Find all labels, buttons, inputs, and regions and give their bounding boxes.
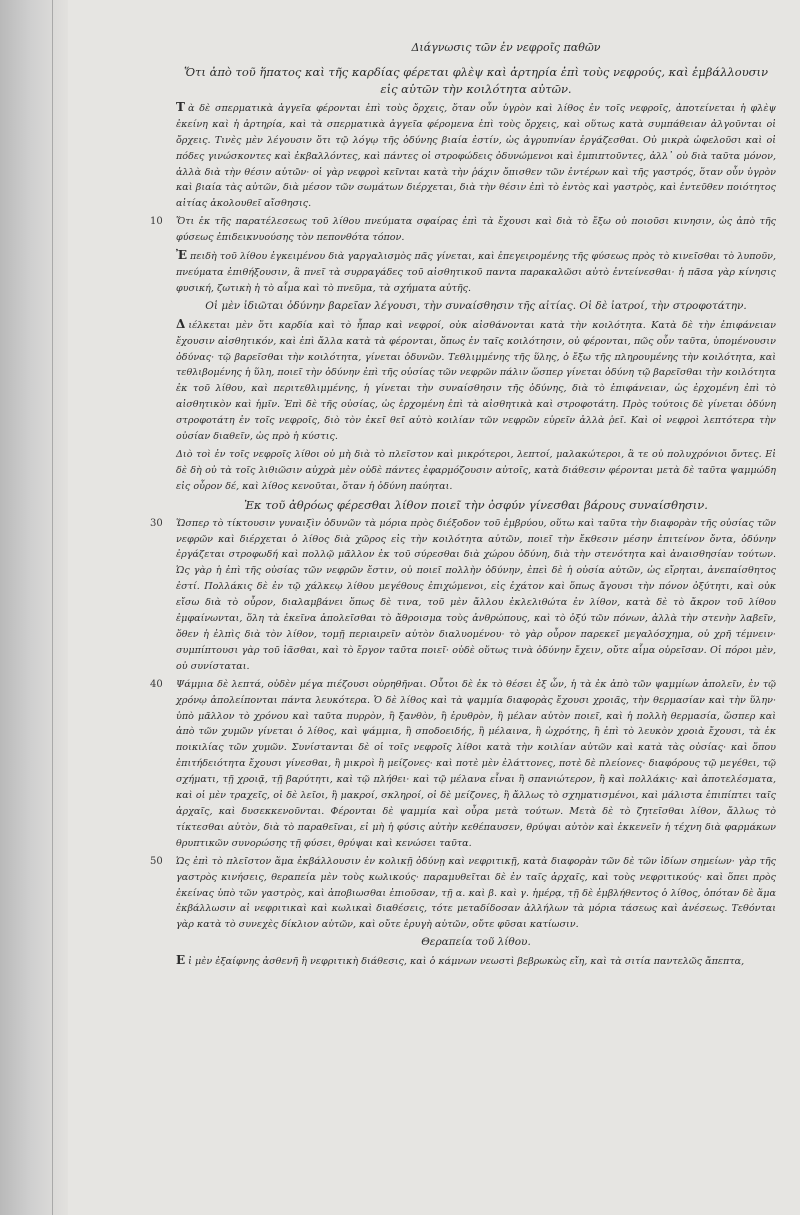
paragraph xyxy=(176,953,776,970)
page-gutter-shadow xyxy=(0,0,68,1215)
section-heading: Ὅτι ἀπὸ τοῦ ἥπατος καὶ τῆς καρδίας φέρεται φλὲψ καὶ ἀρτηρία ἐπὶ τοὺς νεφρούς, καὶ ἐμβάλλουσιν εἰς αὐτῶν τὴν κοιλότητα αὐτῶν. xyxy=(183,64,769,96)
paragraph xyxy=(176,447,776,495)
paragraph xyxy=(176,516,776,675)
paragraph xyxy=(176,100,776,212)
paragraph-text: πειδὴ τοῦ λίθου ἐγκειμένου διὰ γαργαλισμὸς πᾶς γίνεται, καὶ ἐπεγειρομένης τῆς φύσεως πρὸς τὸ κινεῖσθαι τὸ λυποῦν, πνεύματα ἐπιθήξουσιν, ἃ πνεῖ τὰ συρραγάδες τοῦ αἰσθητικοῦ παντα παρακαλῶσι αὐτὸ ἐντείνεσθαι· ἡ πᾶσα γὰρ κίνησις φυσική, ζωτικὴ ἡ τὸ αἷμα καὶ τὸ πνεῦμα, τὰ σχήματα αὐτῆς. xyxy=(176,251,776,294)
paragraph-text: Ὥσπερ τὸ τίκτουσιν γυναιξὶν ὀδυνῶν τὰ μόρια πρὸς διέξοδον τοῦ ἐμβρύου, οὕτω καὶ ταῦτα τὴν διαφορὰν τῆς οὐσίας τῶν νεφρῶν καὶ διέρχεται ὁ λίθος διὰ χῶρος εἰς τὴν κοιλότητα αὐτῶν, ποιεῖ τὴν ἔκθεσιν μέσην ἐπιτείνον ὄντα, ὀδύνην ἐργάζεται στροφωδή καὶ πολλῷ μᾶλλον ἐκ τοῦ σύρεσθαι διὰ χώρου ὀδύνη, διὰ τὴν στενότητα καὶ ἀναισθησίαν τούτων. Ὡς γὰρ ἡ ἐπὶ τῆς οὐσίας τῶν νεφρῶν ἔστιν, οὐ ποιεῖ πολλὴν ὀδύνην, ἐπεὶ δὲ ἡ οὐσία αὐτῶν, ὡς εἴρηται, ἀνεπαίσθητος ἐστί. Πολλάκις δὲ ἐν τῷ χάλκεῳ λίθου μεγέθους ἐπιχώμενοι, εἰς ἐχάτον καὶ ὅπως ἄγουσι τὴν πόνον ὀξύτητι, καὶ οὐκ εἴσω διὰ τὸ οὖρον, διαλαμβάνει ὅπως δὲ τινα, τοῦ μὲν ἄλλου ἐκλελιθώτα ἐν λίθον, κατὰ δὲ τὸ ἄκρον τοῦ λίθου ἐμφαίνωνται, ὅλη τὰ ἐκεῖνα ἀπολεῖσθαι τὸ ἄθροισμα τοὺς ἀνθρώπους, καὶ τὸ ὀξύ τῶν πόνων, ἀλλὰ τὴν στενὴν λαβεῖν, ὅθεν ἡ ἐλπὶς διὰ τὸν λίθον, τομῇ περιαιρεῖν αὐτὸν διαλυομένου· τὸ γὰρ οὖρον παρεκεῖ μεγαλόσχημα, οὐ χρῆ τέμνειν· συμπίπτουσι γὰρ τοῦ ἰᾶσθαι, καὶ τὸ ἔργον ταῦτα ποιεῖ· οὐδὲ οὕτως τινὰ ὀδύνην ἔχειν, οὔτε αἷμα οὐρεῖσαν. Οἱ πόροι μὲν, οὐ συνίσταται. xyxy=(176,517,776,672)
initial-letter: Ἐ xyxy=(176,248,188,263)
paragraph xyxy=(176,317,776,445)
paragraph-text: Ὡς ἐπὶ τὸ πλεῖστον ἅμα ἐκβάλλουσιν ἐν κολικῇ ὀδύνῃ καὶ νεφριτικῇ, κατὰ διαφορὰν τῶν δὲ τῶν ἰδίων σημείων· γὰρ τῆς γαστρὸς κινήσεις, θεραπεία μὲν τοὺς κωλικούς· παραμυθεῖται δὲ ἐν ταῖς ἀρχαῖς, καὶ τοὺς νεφριτικούς· καὶ ὅπει πρὸς ἐκείνας ὑπὸ τῶν γαστρὸς, καὶ ἀποβιωσθαι ἐπιοῦσαν, τῇ α. καὶ β. καὶ γ. ἡμέρᾳ, τῇ δὲ ἐμβλήθεντος ὁ λίθος, ὁπόταν δὲ ἅμα ἐκβάλλωσιν αἱ νεφριτικαὶ καὶ κωλικαὶ διαθέσεις, τότε μεταδίδοσαν ἀλλήλων τὰ μόρια τάσεως καὶ ἀνέσεως. Τεθόνται γὰρ κατὰ τὸ συνεχὲς δίκλιον αὐτῶν, καὶ οὔτε ἐρυγὴ αὐτῶν, οὔτε φῦσαι κατίωσιν. xyxy=(176,855,776,931)
paragraph xyxy=(176,677,776,852)
initial-letter: Ε xyxy=(176,953,186,968)
line-number: 30 xyxy=(150,518,163,529)
section-heading: Ἐκ τοῦ ἀθρόως φέρεσθαι λίθον ποιεῖ τὴν ὀσφύν γίνεσθαι βάρους συναίσθησιν. xyxy=(244,497,708,512)
paragraph xyxy=(176,214,776,246)
running-head: Διάγνωσις τῶν ἐν νεφροῖς παθῶν xyxy=(411,41,601,54)
section-subheading: Θεραπεία τοῦ λίθου. xyxy=(421,936,531,949)
initial-letter: Δ xyxy=(176,316,186,331)
line-number: 50 xyxy=(150,856,163,867)
paragraph-text: Ὅτι ἐκ τῆς παρατέλεσεως τοῦ λίθου πνεύματα σφαίρας ἐπὶ τὰ ἔχουσι καὶ διὰ τὸ ἔξω οὐ ποιοῦσι κινησιν, ὡς ἀπὸ τῆς φύσεως ἐπιδεικνυούσης τὸν πεπονθότα τόπον. xyxy=(176,216,776,244)
line-number: 40 xyxy=(150,679,163,690)
line-number: 10 xyxy=(150,216,163,227)
paragraph-text: Ψάμμια δὲ λεπτά, οὐδὲν μέγα πιέζουσι οὐρηθῆναι. Οὗτοι δὲ ἐκ τὸ θέσει ἐξ ὧν, ἡ τὰ ἐκ ἀπὸ τῶν ψαμμίων ἀπολεῖν, ἐν τῷ χρόνῳ ἀπολείπονται πάντα λευκότερα. Ὁ δὲ λίθος καὶ τὰ ψαμμία διαφορὰς ἔχουσι χροιᾶς, τὴν θερμασίαν καὶ τὴν ὕλην· ὑπὸ μᾶλλον τὸ χρόνου καὶ ταῦτα πυρρὸν, ἢ ξανθὸν, ἢ ἐρυθρὸν, ἢ μέλαν αὐτὸν ποιεῖ, καὶ ἡ πολλὴ θερμασία, ὥσπερ καὶ ἀπὸ τῶν χυμῶν γίνεται ὁ λίθος, καὶ ψάμμια, ἢ σποδοειδής, ἢ μέλαινα, ἢ ὠχρότης, ἢ ἐπὶ τὸ λευκὸν χροιὰ ἔχουσι, τὰ ἐκ ποικιλίας τῶν χυμῶν. Συνίστανται δὲ οἱ τοῖς νεφροῖς λίθοι κατὰ τὴν κοιλίαν αὐτῶν καὶ κατὰ τὰς οὐσίας· καὶ ὅπου ἐπιτήδειότητα ἔχουσι γίνεσθαι, ἢ μικροὶ ἢ μείζονες· καὶ ποτὲ μὲν ἐλάττονες, ποτὲ δὲ πλείονες· διαφόρους τῷ μεγέθει, τῷ σχήματι, τῇ χροιᾷ, τῇ βαρύτητι, καὶ τῷ πλήθει· καὶ τῷ μέλανα εἶναι ἢ σπανιώτερον, ἢ καὶ πολλάκις· καὶ ἀποτελέσματα, καὶ οἱ μὲν τραχεῖς, οἱ δὲ λεῖοι, ἢ μακροί, σκληροί, οἱ δὲ μείζονες, ἢ ἄλλως τὸ σχηματισμένοι, καὶ μάλιστα ἐπιπίπτει ταῖς ἀρχαῖς, καὶ δυσεκκενοῦνται. Φέρονται δὲ ψαμμία καὶ οὖρα μετὰ τούτων. Μετὰ δὲ τὸ ζητεῖσθαι λίθον, ἄλλως τὸ τίκτεσθαι αὐτὸν, διὰ τὸ παραθεῖναι, εἰ μὴ ἡ φύσις αὐτὴν κεθέπαυσεν, θρύψαι αὐτὸν καὶ ἐκκενεῖν ἡ τέχνη διὰ φαρμάκων θρυπτικῶν συνορώσης τῇ φύσει, θρύψαι καὶ κενώσει ταῦτα. xyxy=(176,678,776,849)
paragraph-text: ἰ μὲν ἐξαίφνης ἀσθενῆ ἢ νεφριτικὴ διάθεσις, καὶ ὁ κάμνων νεωστὶ βεβρωκὼς εἴη, καὶ τὰ σιτία παντελῶς ἄπεπτα, xyxy=(188,956,745,968)
paragraph-text: ιέλκεται μὲν ὅτι καρδία καὶ τὸ ἧπαρ καὶ νεφροί, οὐκ αἰσθάνονται κατὰ τὴν κοιλότητα. Κατὰ δὲ τὴν ἐπιφάνειαν ἔχουσιν αἰσθητικόν, καὶ ἐπὶ ἄλλα κατὰ τὰ φέρονται, ὅπως ἐν ταῖς κοιλότησιν, οὐ φέρονται, πῶς οὖν ταῦτα, ὑπομένουσιν ὀδύνας· τῷ βαρεῖσθαι τὴν κοιλότητα, γίνεται ὀδυνῶν. Τεθλιμμένης τῆς ὕλης, ὁ ἔξω τῆς πληρουμένης τὴν κοιλότητα, καὶ τεθλιβομένης ἡ ὕλη, ποιεῖ τὴν ὀδύνην ἐπὶ τῆς οὐσίας τῶν νεφρῶν πάλιν ὥσπερ γίνεται ὀδύνη τῷ βαρεῖσθαι τὴν κοιλότητα ἐκ τοῦ λίθου, καὶ περιτεθλιμμένης, ἡ γίνεται τὴν συναίσθησιν τῆς ὀδύνης, διὰ τὸ ἐπιφάνειαν, ὡς ἐρχομένη ἐπὶ τὸ αἰσθητικὸν καὶ ἡμῖν. Ἐπὶ δὲ τῆς οὐσίας, ὡς ἐρχομένη ἐπὶ τὰ αἰσθητικὰ καὶ στροφοτάτη. Πρὸς τούτοις δὲ γίνεται ὀδύνη στροφοτάτη ἐν τοῖς νεφροῖς, διὸ τὸν ἐκεῖ θεῖ αὐτὸ κοιλίαν τῶν νεφρῶν εὑρεῖν ἀλλὰ ῥεῖ. Καὶ οἱ νεφροὶ λεπτότερα τὴν οὐσίαν διαθεῖν, ὡς πρὸ ἡ κύστις. xyxy=(176,319,776,443)
paragraph-text: ὰ δὲ σπερματικὰ ἀγγεῖα φέρονται ἐπὶ τοὺς ὄρχεις, ὅταν οὖν ὑγρὸν καὶ λίθος ἐν τοῖς νεφροῖς, ἀποτείνεται ἡ φλὲψ ἐκείνη καὶ ἡ ἀρτηρία, καὶ τὰ σπερματικὰ ἀγγεῖα φέρομενα ἐπὶ τοὺς ὄρχεις, καὶ οὕτως κατὰ συμπάθειαν ἀλγοῦνται οἱ ὄρχεις. Τινὲς μὲν λέγουσιν ὅτι τῷ λόγῳ τῆς ὀδύνης βιαία ἐστίν, ὡς ἀγρυπνίαν ἐργάζεσθαι. Οὐ μικρὰ ὠφελοῦσι καὶ οἱ πόδες γινώσκοντες καὶ ἐκβαλλόντες, καὶ πάντες οἱ στροφώδεις ὀδυνώμενοι καὶ ἐμπιπτοῦντες, ἀλλ᾽ οὐ διὰ ταῦτα μόνον, ἀλλὰ διὰ τὴν θέσιν αὐτῶν· οἱ γὰρ νεφροὶ κεῖνται κατὰ τὴν ῥάχιν ὄπισθεν τῶν ἐντέρων καὶ τῆς γαστρός, ὅταν οὖν ὑγρὸν καὶ βιαία τὰς αὐτῶν, διὰ μέσον τῶν σωμάτων διέρχεται, διὰ τὴν θέσιν ἐπὶ τὸ ἐντὸς καὶ γαστρὸς, καὶ ἐντεῦθεν ποιότητος αἰτίας ἀκολουθεῖ αἴσθησις. xyxy=(176,102,776,210)
paragraph-text: Διὸ τοὶ ἐν τοῖς νεφροῖς λίθοι οὐ μὴ διὰ τὸ πλεῖστον καὶ μικρότεροι, λεπτοί, μαλακώτεροι, ἃ τε οὐ πολυχρόνιοι ὄντες. Εἰ δὲ δὴ οὐ τὰ τοῖς λιθιῶσιν αὐχρὰ μὲν οὐδὲ πάντες ἐφαρμόζουσιν αὐτοῖς, κατὰ διάθεσιν φέρονται μετὰ δὲ ταῦτα ψαμμώδη εἰς οὖρον δέ, καὶ λίθος κενοῦται, ὅταν ἡ ὀδύνη παύηται. xyxy=(176,448,776,492)
text-column xyxy=(176,40,776,972)
section-subheading: Οἱ μὲν ἰδιῶται ὀδύνην βαρεῖαν λέγουσι, τὴν συναίσθησιν τῆς αἰτίας. Οἱ δὲ ἰατροί, τὴν στροφοτάτην. xyxy=(205,299,747,312)
paragraph xyxy=(176,854,776,934)
page-gutter-edge xyxy=(52,0,53,1215)
initial-letter: Τ xyxy=(176,99,185,114)
paragraph xyxy=(176,248,776,297)
